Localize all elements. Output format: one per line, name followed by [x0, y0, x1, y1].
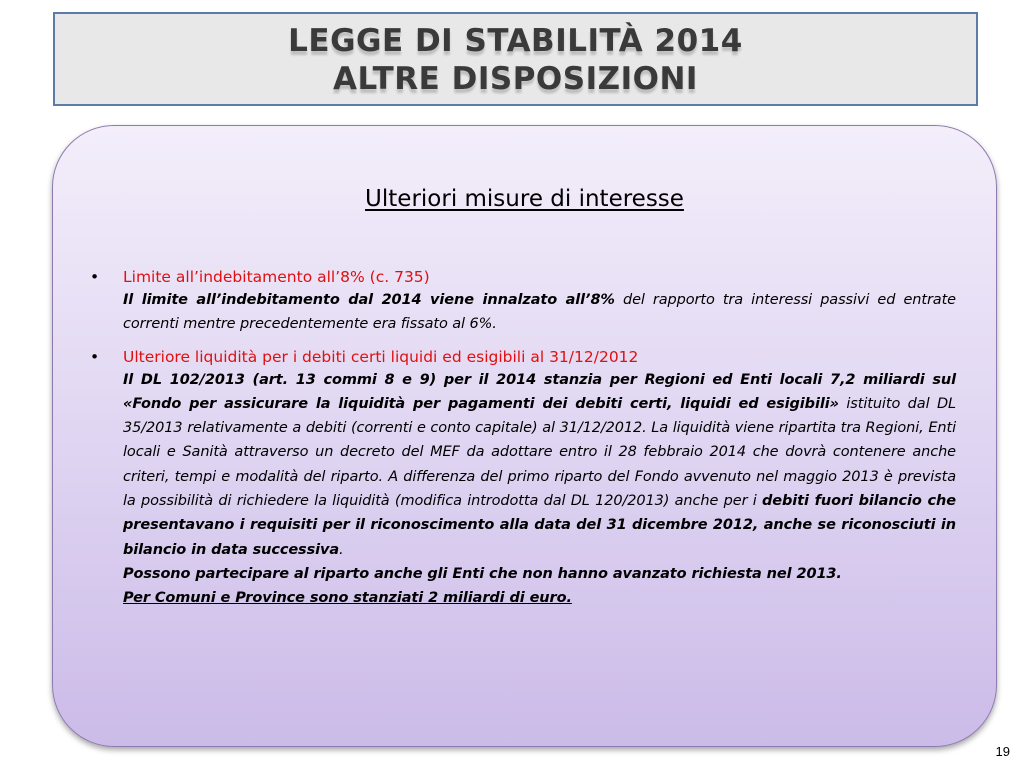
paragraph-2-period: . [339, 541, 344, 558]
paragraph-2-bold-c: anche se riconosciuti in bilancio in data successiva [123, 517, 957, 558]
slide-title-line1: LEGGE DI STABILITÀ 2014 [288, 23, 743, 59]
section-heading: Ulteriori misure di interesse [365, 186, 684, 212]
paragraph-3-bold: Possono partecipare al riparto anche gli Enti che non hanno avanzato richiesta nel 2013. [123, 565, 842, 582]
bullet-item-1 [83, 266, 956, 288]
paragraph-3 [83, 562, 956, 586]
content-panel [52, 125, 997, 747]
title-box [53, 12, 978, 106]
paragraph-1-bold: Il limite all’indebitamento dal 2014 viene innalzato all’8% [123, 292, 615, 308]
page-number: 19 [995, 744, 1010, 759]
paragraph-1-text: del rapporto tra interessi passivi ed entrate correnti mentre precedentemente era fissato al 6%. [123, 292, 956, 333]
paragraph-1 [83, 288, 956, 337]
bullet-icon: • [90, 268, 100, 286]
bullet-label-1: Limite all’indebitamento all’8% (c. 735) [123, 268, 430, 286]
paragraph-2-bold-a: Il DL 102/2013 (art. 13 commi 8 e 9) per il 2014 stanzia per Regioni ed Enti locali 7,2 miliardi sul «Fondo per assicurare la liquidità per pagamenti dei debiti certi, liquidi ed esigibili» [123, 371, 956, 412]
paragraph-2-bold-b: debiti fuori bilancio che presentavano i requisiti per il riconoscimento alla data del 31 dicembre 2012 [123, 493, 956, 534]
content-body [83, 266, 956, 611]
slide-title-line2: ALTRE DISPOSIZIONI [333, 61, 698, 97]
bullet-label-2: Ulteriore liquidità per i debiti certi liquidi ed esigibili al 31/12/2012 [123, 347, 639, 366]
paragraph-2-text-a: istituito dal DL 35/2013 relativamente a debiti (correnti e conto capitale) al 31/12/2012. La liquidità viene ripartita tra Regioni, Enti locali e Sanità attraverso un decreto del MEF da adottare entro il 28 febbraio 2014 che dovrà contenere anche criteri, tempi e modalità del riparto. A differenza del primo riparto del Fondo avvenuto nel maggio 2013 è prevista la possibilità di richiedere la liquidità (modifica introdotta dal DL 120/2013) anche per i [123, 395, 956, 510]
paragraph-2 [83, 368, 956, 562]
paragraph-4 [83, 586, 956, 610]
bullet-item-2 [83, 346, 956, 368]
paragraph-2-comma: , [752, 517, 764, 534]
bullet-icon: • [90, 347, 100, 366]
paragraph-4-bold-underlined: Per Comuni e Province sono stanziati 2 miliardi di euro. [123, 590, 572, 607]
